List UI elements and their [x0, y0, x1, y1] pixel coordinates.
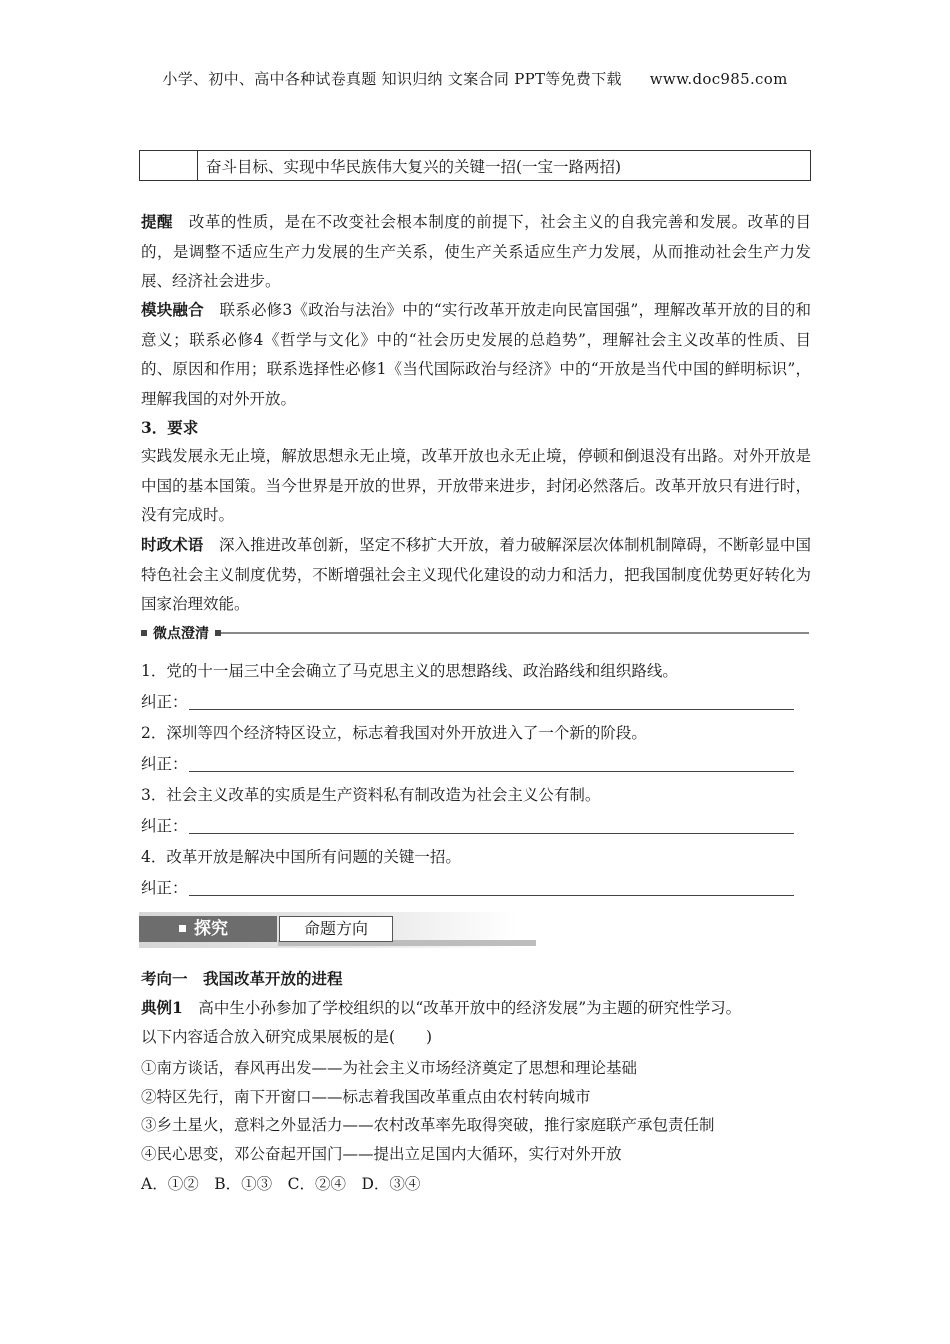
fix-line — [141, 814, 188, 836]
fix-line — [141, 876, 188, 898]
fix-label: 纠正： — [141, 755, 188, 773]
option-item: ④民心思变，邓公奋起开国门——提出立足国内大循环，实行对外开放 — [141, 1145, 622, 1163]
requirement-paragraph: 实践发展永无止境，解放思想永无止境，改革开放也永无止境，停顿和倒退没有出路。对外开放是中国的基本国策。当今世界是开放的世界，开放带来进步，封闭必然落后。改革开放只有进行时，没有完成时。 — [141, 447, 811, 524]
module-label: 模块融合 — [141, 300, 204, 319]
answer-blank[interactable] — [189, 771, 794, 772]
requirement-heading: 3．要求 — [141, 418, 199, 437]
header-site: www.doc985.com — [649, 70, 788, 88]
option-item: ①南方谈话，春风再出发——为社会主义市场经济奠定了思想和理论基础 — [141, 1059, 638, 1077]
fix-line — [141, 690, 188, 712]
module-paragraph — [141, 295, 811, 414]
clarify-item: 2．深圳等四个经济特区设立，标志着我国对外开放进入了一个新的阶段。 — [141, 724, 647, 742]
answer-blank[interactable] — [189, 895, 794, 896]
answer-blank[interactable] — [189, 709, 794, 710]
answer-blank[interactable] — [189, 833, 794, 834]
table-cell-text: 奋斗目标、实现中华民族伟大复兴的关键一招(一宝一路两招) — [206, 158, 622, 176]
fix-label: 纠正： — [141, 879, 188, 897]
clarify-item: 4．改革开放是解决中国所有问题的关键一招。 — [141, 848, 461, 866]
option-item: ③乡土星火，意料之外显活力——农村改革率先取得突破，推行家庭联产承包责任制 — [141, 1116, 715, 1134]
example-label: 典例1 — [141, 998, 183, 1017]
example-stem-line2: 以下内容适合放入研究成果展板的是( ) — [141, 1028, 433, 1046]
divider-line — [221, 632, 809, 634]
square-bullet-icon — [141, 630, 147, 636]
summary-table-row — [139, 150, 811, 181]
fix-label: 纠正： — [141, 817, 188, 835]
clarify-title: 微点澄清 — [153, 626, 209, 642]
terms-text: 深入推进改革创新，坚定不移扩大开放，着力破解深层次体制机制障碍，不断彰显中国特色社会主义制度优势，不断增强社会主义现代化建设的动力和活力，把我国制度优势更好转化为国家治理效能。 — [141, 536, 811, 613]
reminder-paragraph — [141, 207, 811, 297]
fix-line — [141, 752, 188, 774]
banner-left-tab — [139, 916, 277, 942]
terms-label: 时政术语 — [141, 535, 204, 554]
table-empty-cell — [140, 151, 198, 180]
page-header — [0, 68, 950, 89]
clarify-item: 3．社会主义改革的实质是生产资料私有制改造为社会主义公有制。 — [141, 786, 601, 804]
example-stem-line1 — [141, 993, 741, 1024]
direction-heading: 考向一 我国改革开放的进程 — [141, 969, 343, 988]
banner-right-tab: 命题方向 — [279, 916, 393, 942]
example-stem: 高中生小孙参加了学校组织的以“改革开放中的经济发展”为主题的研究性学习。 — [198, 999, 742, 1017]
fix-label: 纠正： — [141, 693, 188, 711]
reminder-label: 提醒 — [141, 212, 173, 231]
explore-banner — [139, 912, 517, 948]
banner-left-label: 探究 — [194, 919, 228, 939]
answer-choices[interactable]: A．①② B．①③ C．②④ D．③④ — [141, 1175, 421, 1193]
reminder-text: 改革的性质，是在不改变社会根本制度的前提下，社会主义的自我完善和发展。改革的目的，是调整不适应生产力发展的生产关系，使生产关系适应生产力发展，从而推动社会生产力发展、经济社会进步。 — [141, 213, 811, 290]
terms-paragraph — [141, 530, 811, 620]
option-item: ②特区先行，南下开窗口——标志着我国改革重点由农村转向城市 — [141, 1088, 591, 1106]
clarify-item: 1．党的十一届三中全会确立了马克思主义的思想路线、政治路线和组织路线。 — [141, 662, 678, 680]
header-text: 小学、初中、高中各种试卷真题 知识归纳 文案合同 PPT等免费下载 — [162, 70, 622, 88]
square-bullet-icon — [179, 925, 186, 932]
module-text: 联系必修3《政治与法治》中的“实行改革开放走向民富国强”，理解改革开放的目的和意义；联系必修4《哲学与文化》中的“社会历史发展的总趋势”，理解社会主义改革的性质、目的、原因和作用；联系选择性必修1《当代国际政治与经济》中的“开放是当代中国的鲜明标识”，理解我国的对外开放。 — [141, 301, 811, 408]
clarify-section-bar — [141, 624, 809, 642]
